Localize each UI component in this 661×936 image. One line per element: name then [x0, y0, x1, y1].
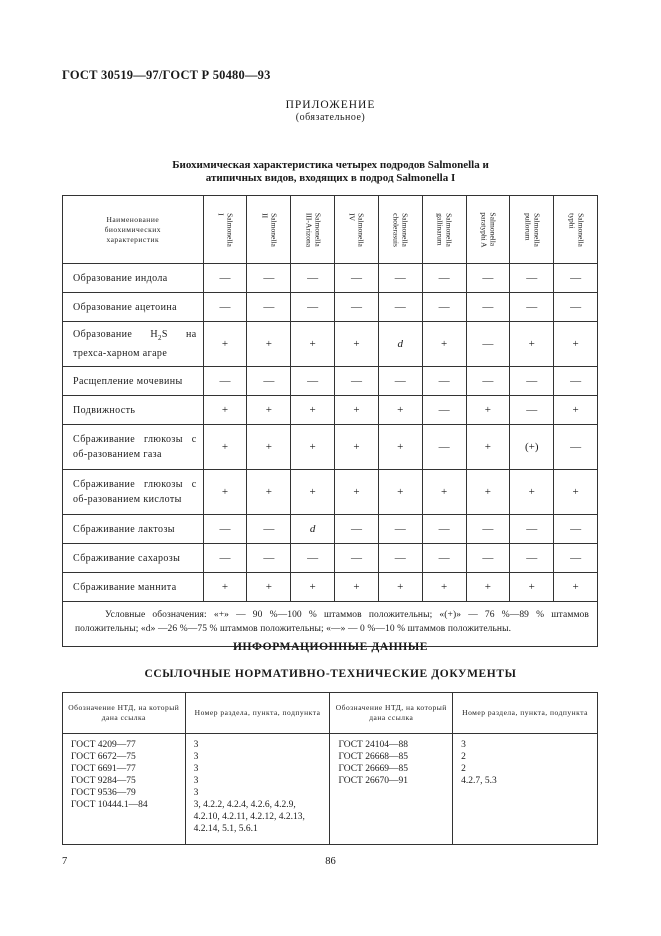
- value-cell: —: [203, 264, 247, 293]
- legend-notes: Условные обозначения: «+» — 90 %—100 % штаммов положительны; «(+)» — 76 %—89 % штаммов положительны; «d» —26 %—75 % штаммов положительны; «—» — 0 %—10 % штаммов положительны.: [63, 602, 598, 647]
- value-cell: —: [203, 515, 247, 544]
- table-title-line2: атипичных видов, входящих в подрод Salmonella I: [205, 172, 456, 184]
- value-cell: +: [422, 322, 466, 367]
- value-cell: —: [466, 293, 510, 322]
- value-cell: —: [291, 264, 335, 293]
- value-cell: —: [554, 293, 598, 322]
- value-cell: +: [466, 470, 510, 515]
- value-cell: —: [203, 293, 247, 322]
- list-item: 2: [461, 764, 466, 774]
- row-name: Сбраживание глюкозы с об-разованием кислоты: [63, 470, 204, 515]
- value-cell: —: [291, 293, 335, 322]
- value-cell: —: [335, 515, 379, 544]
- appendix-subtitle: (обязательное): [295, 112, 366, 123]
- value-cell: +: [335, 425, 379, 470]
- value-cell: —: [466, 264, 510, 293]
- value-cell: +: [554, 470, 598, 515]
- value-cell: —: [422, 544, 466, 573]
- value-cell: +: [510, 573, 554, 602]
- value-cell: +: [554, 573, 598, 602]
- left-docs-list: [63, 734, 186, 845]
- list-item: ГОСТ 4209—77: [71, 740, 136, 750]
- value-cell: +: [335, 573, 379, 602]
- value-cell: —: [422, 293, 466, 322]
- table-row: [63, 544, 598, 573]
- value-cell: —: [378, 264, 422, 293]
- value-cell: —: [422, 396, 466, 425]
- value-cell: +: [335, 470, 379, 515]
- right-docs-list: [330, 734, 453, 845]
- list-item: ГОСТ 9536—79: [71, 788, 136, 798]
- list-item: ГОСТ 6691—77: [71, 764, 136, 774]
- row-name: Сбраживание маннита: [63, 573, 204, 602]
- row-name: Образование $H_2S$ на трехса-харном агаре: [63, 322, 204, 367]
- list-item: ГОСТ 26669—85: [338, 764, 408, 774]
- ref-header-row: [63, 693, 598, 734]
- value-cell: +: [247, 573, 291, 602]
- column-header: Salmonella cholerasuis: [378, 196, 422, 264]
- info-title: ИНФОРМАЦИОННЫЕ ДАННЫЕ: [232, 641, 429, 653]
- value-cell: —: [247, 293, 291, 322]
- value-cell: —: [422, 264, 466, 293]
- value-cell: +: [291, 396, 335, 425]
- value-cell: —: [203, 544, 247, 573]
- value-cell: +: [203, 425, 247, 470]
- left-sections-list: [185, 734, 330, 845]
- value-cell: —: [554, 367, 598, 396]
- table-row: [63, 425, 598, 470]
- value-cell: +: [510, 470, 554, 515]
- table-row: [63, 573, 598, 602]
- value-cell: —: [554, 544, 598, 573]
- column-header: Salmonella II: [247, 196, 291, 264]
- value-cell: +: [422, 573, 466, 602]
- refs-title: ССЫЛОЧНЫЕ НОРМАТИВНО-ТЕХНИЧЕСКИЕ ДОКУМЕНТЫ: [144, 668, 517, 680]
- row-name: Расщепление мочевины: [63, 367, 204, 396]
- value-cell: —: [378, 293, 422, 322]
- list-item: 2: [461, 752, 466, 762]
- value-cell: +: [378, 573, 422, 602]
- value-cell: —: [378, 544, 422, 573]
- value-cell: —: [466, 367, 510, 396]
- value-cell: +: [378, 396, 422, 425]
- value-cell: —: [247, 367, 291, 396]
- value-cell: +: [378, 425, 422, 470]
- ref-header: Обозначение НТД, на который дана ссылка: [330, 693, 453, 734]
- value-cell: +: [554, 396, 598, 425]
- list-item: 3, 4.2.2, 4.2.4, 4.2.6, 4.2.9,: [193, 800, 296, 810]
- list-item: 4.2.7, 5.3: [461, 776, 497, 786]
- value-cell: —: [291, 367, 335, 396]
- row-name: Образование индола: [63, 264, 204, 293]
- right-sections-list: [453, 734, 598, 845]
- value-cell: —: [554, 515, 598, 544]
- biochemical-table: [62, 195, 598, 647]
- column-header: Salmonella III-Arizona: [291, 196, 335, 264]
- table-row: [63, 322, 598, 367]
- value-cell: d: [378, 322, 422, 367]
- row-name: Сбраживание сахарозы: [63, 544, 204, 573]
- value-cell: +: [510, 322, 554, 367]
- list-item: 4.2.10, 4.2.11, 4.2.12, 4.2.13,: [193, 812, 305, 822]
- value-cell: +: [247, 425, 291, 470]
- ref-body-row: [63, 734, 598, 845]
- value-cell: —: [247, 544, 291, 573]
- value-cell: +: [466, 396, 510, 425]
- ref-header: Номер раздела, пункта, подпункта: [453, 693, 598, 734]
- value-cell: —: [422, 515, 466, 544]
- row-name: Сбраживание глюкозы с об-разованием газа: [63, 425, 204, 470]
- value-cell: +: [203, 322, 247, 367]
- ref-header: Обозначение НТД, на который дана ссылка: [63, 693, 186, 734]
- value-cell: +: [247, 470, 291, 515]
- value-cell: +: [466, 573, 510, 602]
- ref-header: Номер раздела, пункта, подпункта: [185, 693, 330, 734]
- table-row: [63, 367, 598, 396]
- table-row: [63, 470, 598, 515]
- table-title-line1: Биохимическая характеристика четырех подродов Salmonella и: [172, 159, 489, 171]
- value-cell: —: [422, 425, 466, 470]
- value-cell: —: [466, 515, 510, 544]
- list-item: ГОСТ 26670—91: [338, 776, 408, 786]
- value-cell: —: [422, 367, 466, 396]
- value-cell: —: [510, 544, 554, 573]
- value-cell: —: [510, 515, 554, 544]
- value-cell: —: [247, 515, 291, 544]
- row-name: Образование ацетоина: [63, 293, 204, 322]
- value-cell: +: [203, 573, 247, 602]
- value-cell: —: [510, 264, 554, 293]
- value-cell: —: [247, 264, 291, 293]
- list-item: 3: [461, 740, 466, 750]
- value-cell: +: [291, 573, 335, 602]
- name-header: Наименование биохимических характеристик: [63, 196, 204, 264]
- column-header: Salmonella typhi: [554, 196, 598, 264]
- page-number: 86: [325, 856, 336, 867]
- table-row: [63, 396, 598, 425]
- list-item: ГОСТ 9284—75: [71, 776, 136, 786]
- document-header: ГОСТ 30519—97/ГОСТ Р 50480—93: [62, 68, 271, 82]
- column-header: Salmonella IV: [335, 196, 379, 264]
- list-item: 3: [193, 764, 199, 774]
- value-cell: +: [247, 322, 291, 367]
- column-header: Salmonella pullorum: [510, 196, 554, 264]
- column-header: Salmonella gallinarum: [422, 196, 466, 264]
- table-row: [63, 515, 598, 544]
- row-name: Сбраживание лактозы: [63, 515, 204, 544]
- value-cell: —: [510, 396, 554, 425]
- footer-left-number: 7: [62, 856, 68, 867]
- list-item: 4.2.14, 5.1, 5.6.1: [193, 824, 258, 834]
- value-cell: —: [554, 425, 598, 470]
- list-item: 3: [193, 788, 199, 798]
- value-cell: —: [335, 293, 379, 322]
- value-cell: —: [335, 264, 379, 293]
- list-item: ГОСТ 10444.1—84: [71, 800, 148, 810]
- value-cell: +: [291, 470, 335, 515]
- value-cell: —: [510, 293, 554, 322]
- list-item: 3: [193, 740, 199, 750]
- value-cell: +: [554, 322, 598, 367]
- value-cell: +: [422, 470, 466, 515]
- value-cell: +: [291, 425, 335, 470]
- list-item: ГОСТ 26668—85: [338, 752, 408, 762]
- value-cell: d: [291, 515, 335, 544]
- value-cell: —: [554, 264, 598, 293]
- value-cell: —: [291, 544, 335, 573]
- value-cell: —: [335, 544, 379, 573]
- value-cell: —: [203, 367, 247, 396]
- value-cell: +: [203, 396, 247, 425]
- list-item: 3: [193, 776, 199, 786]
- row-name: Подвижность: [63, 396, 204, 425]
- list-item: 3: [193, 752, 199, 762]
- references-table: [62, 692, 598, 845]
- value-cell: +: [291, 322, 335, 367]
- value-cell: —: [378, 367, 422, 396]
- value-cell: —: [510, 367, 554, 396]
- column-header: Salmonella paratyphi A: [466, 196, 510, 264]
- table-row: [63, 264, 598, 293]
- value-cell: +: [466, 425, 510, 470]
- list-item: ГОСТ 24104—88: [338, 740, 408, 750]
- bio-header-row: [63, 196, 598, 264]
- value-cell: (+): [510, 425, 554, 470]
- value-cell: —: [466, 544, 510, 573]
- appendix-title: ПРИЛОЖЕНИЕ: [285, 99, 376, 111]
- value-cell: —: [378, 515, 422, 544]
- value-cell: +: [335, 322, 379, 367]
- value-cell: +: [203, 470, 247, 515]
- table-row: [63, 293, 598, 322]
- value-cell: +: [247, 396, 291, 425]
- column-header: Salmonella I: [203, 196, 247, 264]
- list-item: ГОСТ 6672—75: [71, 752, 136, 762]
- value-cell: +: [335, 396, 379, 425]
- value-cell: —: [335, 367, 379, 396]
- value-cell: —: [466, 322, 510, 367]
- value-cell: +: [378, 470, 422, 515]
